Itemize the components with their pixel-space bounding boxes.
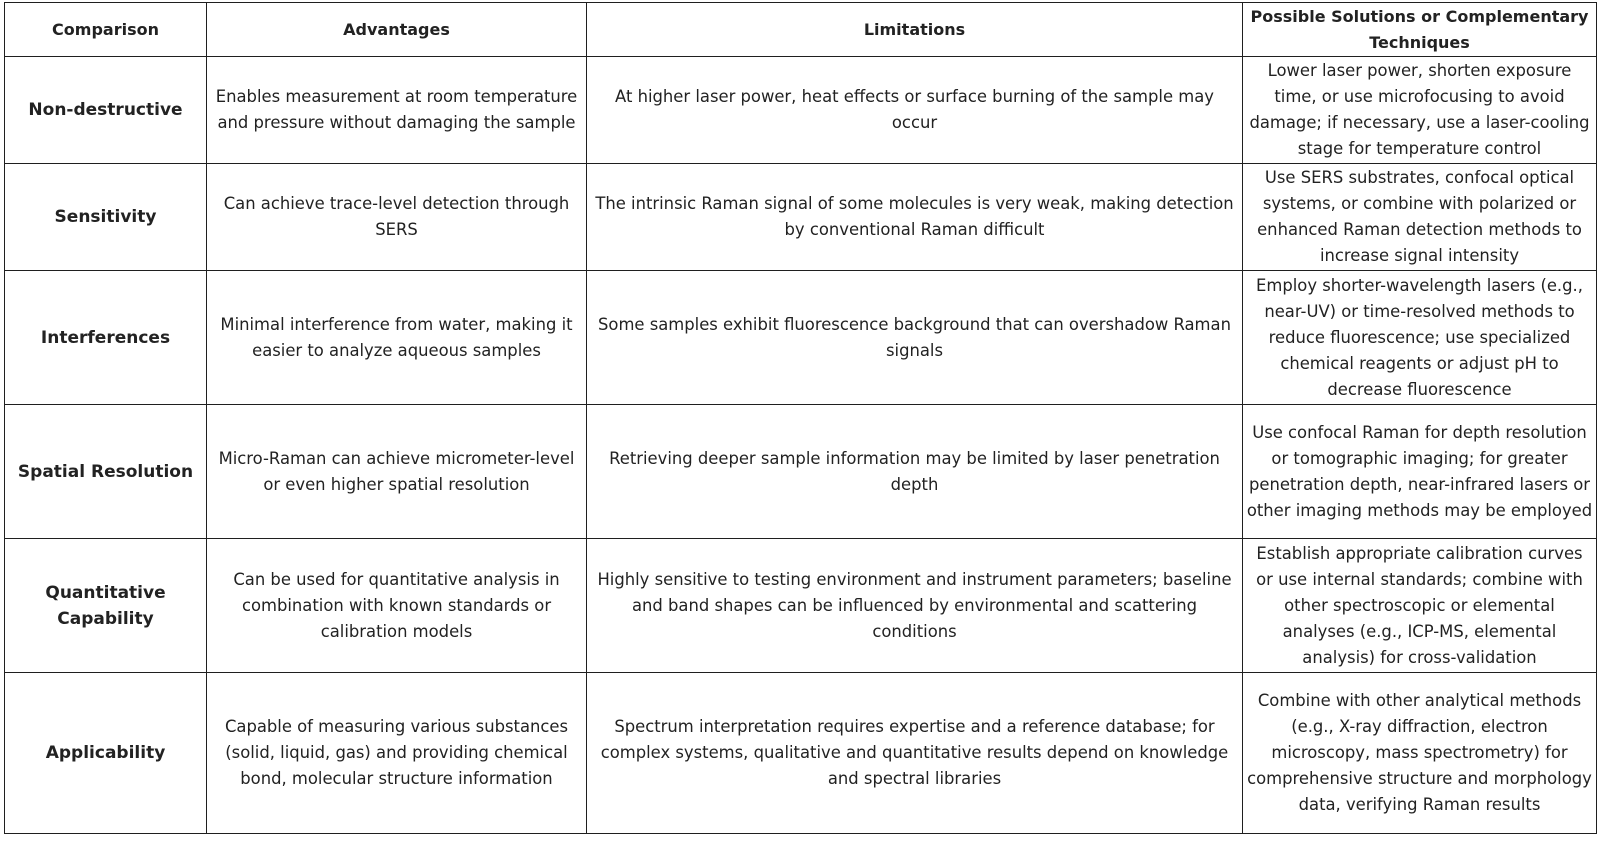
row-label: Spatial Resolution <box>5 405 207 539</box>
table-row <box>5 57 1597 164</box>
row-label: Sensitivity <box>5 164 207 271</box>
row-label: Interferences <box>5 271 207 405</box>
limitations-cell: At higher laser power, heat effects or surface burning of the sample may occur <box>587 57 1243 164</box>
limitations-cell: The intrinsic Raman signal of some molecules is very weak, making detection by conventional Raman difficult <box>587 164 1243 271</box>
limitations-cell: Some samples exhibit fluorescence background that can overshadow Raman signals <box>587 271 1243 405</box>
limitations-cell: Highly sensitive to testing environment and instrument parameters; baseline and band shapes can be influenced by environmental and scattering conditions <box>587 539 1243 673</box>
header-advantages: Advantages <box>207 3 587 57</box>
limitations-cell: Spectrum interpretation requires expertise and a reference database; for complex systems, qualitative and quantitative results depend on knowledge and spectral libraries <box>587 673 1243 834</box>
solutions-cell: Use SERS substrates, confocal optical systems, or combine with polarized or enhanced Raman detection methods to increase signal intensity <box>1243 164 1597 271</box>
solutions-cell: Lower laser power, shorten exposure time, or use microfocusing to avoid damage; if necessary, use a laser-cooling stage for temperature control <box>1243 57 1597 164</box>
table-row <box>5 405 1597 539</box>
row-label: Quantitative Capability <box>5 539 207 673</box>
solutions-cell: Establish appropriate calibration curves or use internal standards; combine with other spectroscopic or elemental analyses (e.g., ICP-MS, elemental analysis) for cross-validation <box>1243 539 1597 673</box>
limitations-cell: Retrieving deeper sample information may be limited by laser penetration depth <box>587 405 1243 539</box>
comparison-table-container <box>4 2 1597 834</box>
solutions-cell: Employ shorter-wavelength lasers (e.g., near-UV) or time-resolved methods to reduce fluorescence; use specialized chemical reagents or adjust pH to decrease fluorescence <box>1243 271 1597 405</box>
table-row <box>5 539 1597 673</box>
comparison-table <box>4 2 1597 834</box>
row-label: Non-destructive <box>5 57 207 164</box>
solutions-cell: Combine with other analytical methods (e.g., X-ray diffraction, electron microscopy, mass spectrometry) for comprehensive structure and morphology data, verifying Raman results <box>1243 673 1597 834</box>
advantages-cell: Capable of measuring various substances (solid, liquid, gas) and providing chemical bond, molecular structure information <box>207 673 587 834</box>
solutions-cell: Use confocal Raman for depth resolution or tomographic imaging; for greater penetration depth, near-infrared lasers or other imaging methods may be employed <box>1243 405 1597 539</box>
table-row <box>5 271 1597 405</box>
header-solutions: Possible Solutions or Complementary Techniques <box>1243 3 1597 57</box>
advantages-cell: Can be used for quantitative analysis in combination with known standards or calibration models <box>207 539 587 673</box>
table-row <box>5 673 1597 834</box>
advantages-cell: Can achieve trace-level detection through SERS <box>207 164 587 271</box>
header-comparison: Comparison <box>5 3 207 57</box>
table-header-row <box>5 3 1597 57</box>
table-row <box>5 164 1597 271</box>
advantages-cell: Minimal interference from water, making it easier to analyze aqueous samples <box>207 271 587 405</box>
advantages-cell: Micro-Raman can achieve micrometer-level or even higher spatial resolution <box>207 405 587 539</box>
row-label: Applicability <box>5 673 207 834</box>
advantages-cell: Enables measurement at room temperature and pressure without damaging the sample <box>207 57 587 164</box>
header-limitations: Limitations <box>587 3 1243 57</box>
